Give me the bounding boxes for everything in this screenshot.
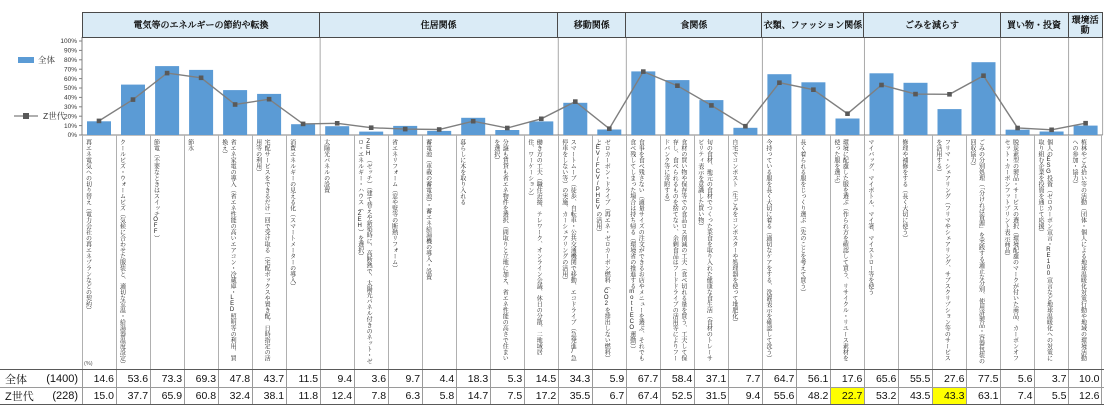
value-cell: 53.2 [864, 388, 898, 404]
legend-bar-label: 全体 [38, 55, 56, 65]
category-label: 自宅でコンポスト（生ごみをコンポスターや処理器を使って堆肥化） [730, 139, 737, 325]
category-label-cell [1068, 135, 1102, 369]
value-cell: 6.7 [592, 388, 626, 404]
category-label: 宅配サービスをできるだけ一回で受け取る（宅配ボックスや置き配、日時指定の活用等の利用） [254, 139, 270, 361]
bar [631, 71, 655, 135]
value-cell: 11.5 [286, 370, 320, 387]
value-cell: 55.6 [762, 388, 796, 404]
line-marker [97, 119, 102, 124]
category-label: マイバッグ、マイボトル、マイ箸、マイストロー等を使う [866, 139, 873, 295]
category-label-cell [796, 135, 830, 369]
percent-unit-note: (%) [84, 361, 93, 367]
line-marker [301, 122, 306, 127]
category-label: 再エネ電気への切り替え（電力会社の再エネプランなどの契約） [84, 139, 91, 313]
line-marker [845, 111, 850, 116]
category-label-cell [660, 135, 694, 369]
bar [836, 119, 860, 136]
value-cell: 18.3 [456, 370, 490, 387]
section-header: 環境活動 [1068, 12, 1103, 38]
category-label: ごみの分別処理（「分ければ資源」を実践する適正な分別、使用済製品・容器包装の回収協力） [968, 139, 984, 364]
series-name: 全体 [5, 373, 27, 386]
category-label-cell [252, 135, 286, 369]
category-label-cell [592, 135, 626, 369]
value-cell: 17.2 [524, 388, 558, 404]
value-cell: 37.7 [116, 388, 150, 404]
bar [529, 121, 553, 135]
y-tick-label: 10% [63, 122, 77, 130]
line-marker [335, 121, 340, 126]
line-marker [777, 80, 782, 85]
value-cell: 5.5 [1034, 388, 1068, 404]
row-label [0, 388, 82, 404]
category-label: 蓄電池（車載の蓄電池）・蓄エネ給湯機の導入・設置 [424, 139, 431, 280]
line-marker [709, 103, 714, 108]
value-cell: 5.9 [592, 370, 626, 387]
bar [904, 83, 928, 135]
y-tick-label: 40% [63, 94, 77, 102]
bar [733, 128, 757, 135]
category-label-cell [422, 135, 456, 369]
value-cell: 17.6 [830, 370, 864, 387]
bar [155, 66, 179, 135]
category-label-cell [456, 135, 490, 369]
line-marker [641, 69, 646, 74]
y-tick-label: 20% [63, 113, 77, 121]
line-marker [539, 117, 544, 122]
category-label: 今持っている服を長く大切に着る（適切なケアをする、洗濯表示を確認して洗う） [764, 139, 771, 361]
value-cell: 14.6 [82, 370, 116, 387]
bar [223, 90, 247, 135]
category-label: 修理や補修をする（長く大切に使う） [900, 139, 907, 241]
category-label-cell [966, 135, 1000, 369]
section-header: ごみを減らす [863, 12, 1000, 38]
bar [665, 80, 689, 135]
value-cell: 11.8 [286, 388, 320, 404]
category-label: ゼロカーボン・ドライブ（再エネ・ゼロカーボン燃料（CO2を排出しない燃料）とEV/FCV/PHEVの活用） [594, 139, 610, 361]
category-label-cell [184, 135, 218, 369]
line-marker [471, 119, 476, 124]
value-cell: 9.4 [728, 388, 762, 404]
value-cell: 56.1 [796, 370, 830, 387]
row-label [0, 370, 82, 387]
table-row [0, 387, 1104, 405]
value-cell: 10.0 [1068, 370, 1102, 387]
category-label: 植林やごみ拾い等の活動（団体・個人による地球温暖化対策行動や地域の環境活動への参加・協力） [1070, 139, 1086, 361]
line-marker [1083, 121, 1088, 126]
category-label-cell [830, 135, 864, 369]
value-cell: 60.8 [184, 388, 218, 404]
value-cell: 12.6 [1068, 388, 1102, 404]
bar [1074, 126, 1098, 135]
value-cell: 7.5 [490, 388, 524, 404]
category-label-cell [218, 135, 252, 369]
y-tick-label: 60% [63, 75, 77, 83]
value-cell: 5.6 [1000, 370, 1034, 387]
category-label: 分譲も賃貸も省エネ物件を選択（間取りと立地に加え、省エネ性能の高さで住まいを選択） [492, 139, 508, 361]
category-label: クールビズ・ウォームビズ（気候に合わせた服装と、適切な室温・給湯器温度設定） [118, 139, 125, 367]
line-marker [947, 92, 952, 97]
value-cell: 14.5 [524, 370, 558, 387]
category-label: 長く着られる服をじっくり選ぶ（先のことを考えて買う） [798, 139, 805, 295]
value-cell: 15.0 [82, 388, 116, 404]
category-label: スマートムーブ（徒歩、自転車・公共交通機関で移動、エコドライブ（急発進/急停車をしない等）の実施、カーシェアリングの活用） [560, 139, 576, 361]
y-tick-label: 50% [63, 85, 77, 93]
value-cell: 31.5 [694, 388, 728, 404]
value-cell: 3.6 [354, 370, 388, 387]
line-marker [981, 73, 986, 78]
value-cell: 65.9 [150, 388, 184, 404]
line-marker [607, 126, 612, 131]
value-cell: 3.7 [1034, 370, 1068, 387]
line-marker [573, 99, 578, 104]
value-cell: 12.4 [320, 388, 354, 404]
category-label-cell [762, 135, 796, 369]
category-label-cell [1034, 135, 1068, 369]
category-label-cell [864, 135, 898, 369]
value-cell: 5.8 [422, 388, 456, 404]
category-label-cell [932, 135, 966, 369]
value-cell: 5.3 [490, 370, 524, 387]
y-tick-label: 80% [63, 57, 77, 64]
value-cell: 38.1 [252, 388, 286, 404]
line-marker [743, 124, 748, 129]
category-label: 環境に配慮した服を選ぶ（作られ方を確認して買う、リサイクル・リユース素材を使った服を選ぶ） [832, 139, 848, 361]
bar [121, 85, 145, 135]
value-cell: 64.7 [762, 370, 796, 387]
category-label: 働き方の工夫（職住近接、テレワーク、オンライン会議、休日の分散、二地域居住、ワーケーション） [526, 139, 542, 355]
line-marker [403, 127, 408, 132]
value-cell: 27.6 [932, 370, 966, 387]
category-label: 太陽光パネルの設置 [322, 139, 329, 193]
value-cell: 32.4 [218, 388, 252, 404]
series-sample-size: (1400) [46, 372, 78, 385]
table-row [0, 369, 1104, 387]
y-tick-label: 100% [60, 38, 77, 46]
category-label: 脱炭素型の製品・サービスの選択（環境配慮のマークが付いた商品、カーボンオフセット・カーボンフットプリント表示商品） [1002, 139, 1018, 361]
y-tick-label: 0% [67, 132, 77, 140]
value-cell: 52.5 [660, 388, 694, 404]
line-marker [505, 126, 510, 131]
data-table [0, 369, 1104, 405]
category-label-cell [558, 135, 592, 369]
y-tick-label: 90% [63, 47, 77, 55]
value-cell: 53.6 [116, 370, 150, 387]
category-label: フリマ・シェアリング（フリマやシェアリング、サブスクリプション等のサービスを活用する） [934, 139, 950, 361]
category-label-cell [490, 135, 524, 369]
line-marker [811, 87, 816, 92]
category-label: 消費エネルギーの見える化（スマートメーターの導入） [288, 139, 295, 289]
section-header: 買い物・投資 [1000, 12, 1069, 38]
value-cell: 77.5 [966, 370, 1000, 387]
category-label-cell [898, 135, 932, 369]
value-cell: 69.3 [184, 370, 218, 387]
value-cell: 58.4 [660, 370, 694, 387]
category-label: 省エネ家電の導入（省エネ性能の高いエアコン・冷蔵庫・LED照明等の利用、買換え） [220, 139, 236, 361]
category-label-cell [524, 135, 558, 369]
y-tick-label: 70% [63, 66, 77, 74]
line-marker [233, 102, 238, 107]
category-label-cell [694, 135, 728, 369]
category-label: ZEH（ゼッチ）（建て替えや新築時に、高断熱で、太陽光パネル付きのネット・ゼロ・エネルギー・ハウス（ZEH）を選択） [356, 139, 372, 364]
value-cell: 9.7 [388, 370, 422, 387]
line-marker [131, 97, 136, 102]
series-sample-size: (228) [52, 390, 78, 402]
category-label-cell [286, 135, 320, 369]
category-label: 食事を食べ残さない（適量サイズの注文ができるお店やメニューを選ぶ、それでも食べ残してしまった場合は持ち帰る（環境省の推進するmottECO運動）） [628, 139, 644, 361]
category-label-cell [728, 135, 762, 369]
value-cell: 35.5 [558, 388, 592, 404]
value-cell: 43.5 [898, 388, 932, 404]
value-cell: 34.3 [558, 370, 592, 387]
line-marker [913, 92, 918, 97]
line-marker [165, 71, 170, 76]
value-cell: 7.8 [354, 388, 388, 404]
category-label-cell [1000, 135, 1034, 369]
category-label-cell [116, 135, 150, 369]
category-label: 省エネリフォーム（窓や壁等の断熱リフォーム） [390, 139, 397, 271]
line-marker [437, 127, 442, 132]
category-label: 旬の食材、地元の食材でつくった菜食を取り入れた健康な食生活（食材のトレーサビリティ表示を意識した買い物） [696, 139, 712, 361]
category-label: 食材の買い物や保存等での食品ロス削減の工夫（食べ切れる量を買う、工夫して保存し、食べられるものを捨てない、余剰食品はフードドライブの活用等によりフードバンク等に寄附する） [662, 139, 686, 361]
value-cell: 43.3 [932, 388, 966, 404]
line-marker [1015, 126, 1020, 131]
value-cell: 4.4 [422, 370, 456, 387]
value-cell: 47.8 [218, 370, 252, 387]
value-cell: 7.4 [1000, 388, 1034, 404]
category-label: 節水 [186, 139, 193, 151]
value-cell: 7.7 [728, 370, 762, 387]
category-label-cell [354, 135, 388, 369]
category-label-cell [626, 135, 660, 369]
bar [87, 121, 111, 135]
category-label-cell [150, 135, 184, 369]
category-label-cell [320, 135, 354, 369]
section-header: 移動関係 [557, 12, 626, 38]
line-marker [1049, 128, 1054, 133]
bar [972, 62, 996, 135]
value-cell: 37.1 [694, 370, 728, 387]
category-label: 節電（不要なときはスイッチOFF） [152, 139, 159, 241]
section-header: 食関係 [625, 12, 762, 38]
bar [938, 109, 962, 135]
value-cell: 14.7 [456, 388, 490, 404]
line-marker [675, 83, 680, 88]
section-header: 住居関係 [319, 12, 558, 38]
value-cell: 55.5 [898, 370, 932, 387]
bar [325, 126, 349, 135]
value-cell: 22.7 [830, 388, 864, 404]
legend-line-label: Z世代 [43, 111, 66, 121]
category-label-cell [82, 135, 116, 369]
category-label-cell [388, 135, 422, 369]
line-marker [199, 76, 204, 81]
value-cell: 43.7 [252, 370, 286, 387]
value-cell: 48.2 [796, 388, 830, 404]
section-header: 電気等のエネルギーの節約や転換 [82, 12, 320, 38]
y-tick-label: 30% [63, 104, 77, 111]
series-name: Z世代 [5, 391, 34, 403]
category-label: 個人のESG投資（ゼロカーボン宣言・RE100宣言など地球温暖化への対策に取り組む企業を投資を通じて応援） [1036, 139, 1052, 361]
value-cell: 73.3 [150, 370, 184, 387]
bar [870, 73, 894, 135]
value-cell: 9.4 [320, 370, 354, 387]
line-marker [879, 83, 884, 88]
category-label: 暮らしに木を取り入れる [458, 139, 465, 205]
x-axis-category-labels [82, 135, 1104, 369]
line-marker [267, 97, 272, 102]
value-cell: 67.4 [626, 388, 660, 404]
line-marker [369, 125, 374, 130]
section-header: 衣類、ファッション関係 [761, 12, 864, 38]
value-cell: 67.7 [626, 370, 660, 387]
value-cell: 65.6 [864, 370, 898, 387]
value-cell: 63.1 [966, 388, 1000, 404]
value-cell: 6.3 [388, 388, 422, 404]
